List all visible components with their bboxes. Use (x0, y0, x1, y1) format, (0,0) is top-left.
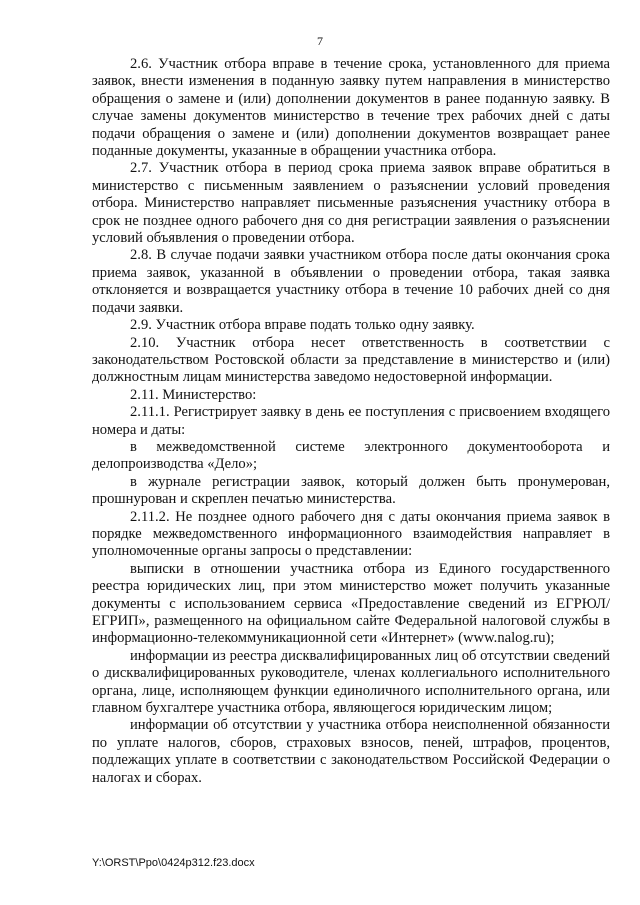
paragraph-disqualified-registry: информации из реестра дисквалифицированных лиц об отсутствии сведений о дисквалифицированных руководителе, членах коллегиального исполнительного органа, лице, исполняющем функции единоличного исполнительного органа, или главном бухгалтере участника отбора, являющегося юридическим лицом; (92, 647, 610, 717)
paragraph-2-10: 2.10. Участник отбора несет ответственность в соответствии с законодательством Ростовской области за представление в министерство и (или) должностным лицам министерства заведомо недостоверной информации. (92, 334, 610, 386)
document-body (92, 56, 610, 787)
page-number: 7 (317, 34, 323, 48)
paragraph-edms: в межведомственной системе электронного документооборота и делопроизводства «Дело»; (92, 438, 610, 473)
paragraph-2-9: 2.9. Участник отбора вправе подать только одну заявку. (130, 317, 475, 334)
paragraph-2-11: 2.11. Министерство: (130, 386, 257, 403)
paragraph-2-6: 2.6. Участник отбора вправе в течение срока, установленного для приема заявок, внести изменения в поданную заявку путем направления в министерство обращения о замене и (или) дополнении документов в ранее поданную заявку. В случае замены документов министерство в течение трех рабочих дней с даты подачи обращения о замене и (или) дополнении документов возвращает ранее поданные документы, указанные в обращении участника отбора. (92, 56, 610, 160)
footer-file-path: Y:\ORST\Ppo\0424p312.f23.docx (92, 857, 255, 869)
paragraph-tax-obligations: информации об отсутствии у участника отбора неисполненной обязанности по уплате налогов, сборов, страховых взносов, пеней, штрафов, процентов, подлежащих уплате в соответствии с законодательством Российской Федерации о налогах и сборах. (92, 717, 610, 786)
paragraph-2-11-1: 2.11.1. Регистрирует заявку в день ее поступления с присвоением входящего номера и даты: (92, 404, 610, 438)
paragraph-egrul-extract: выписки в отношении участника отбора из Единого государственного реестра юридических лиц, при этом министерство может получить указанные документы с использованием сервиса «Предоставление сведений из ЕГРЮЛ/ЕГРИП», размещенного на официальном сайте Федеральной налоговой службы в информационно-телекоммуникационной сети «Интернет» (www.nalog.ru); (92, 560, 610, 647)
paragraph-journal: в журнале регистрации заявок, который должен быть пронумерован, прошнурован и скреплен печатью министерства. (92, 473, 610, 508)
paragraph-2-7: 2.7. Участник отбора в период срока приема заявок вправе обратиться в министерство с письменным заявлением о разъяснении условий проведения отбора. Министерство направляет письменные разъяснения участнику отбора в срок не позднее одного рабочего дня со дня регистрации заявления о разъяснении условий объявления о проведении отбора. (92, 160, 610, 247)
paragraph-2-8: 2.8. В случае подачи заявки участником отбора после даты окончания срока приема заявок, указанной в объявлении о проведении отбора, такая заявка отклоняется и возвращается участнику отбора в течение 10 рабочих дней со дня подачи заявки. (92, 247, 610, 316)
paragraph-2-11-2: 2.11.2. Не позднее одного рабочего дня с даты окончания приема заявок в порядке межведомственного информационного взаимодействия направляет в уполномоченные органы запросы о представлении: (92, 508, 610, 560)
